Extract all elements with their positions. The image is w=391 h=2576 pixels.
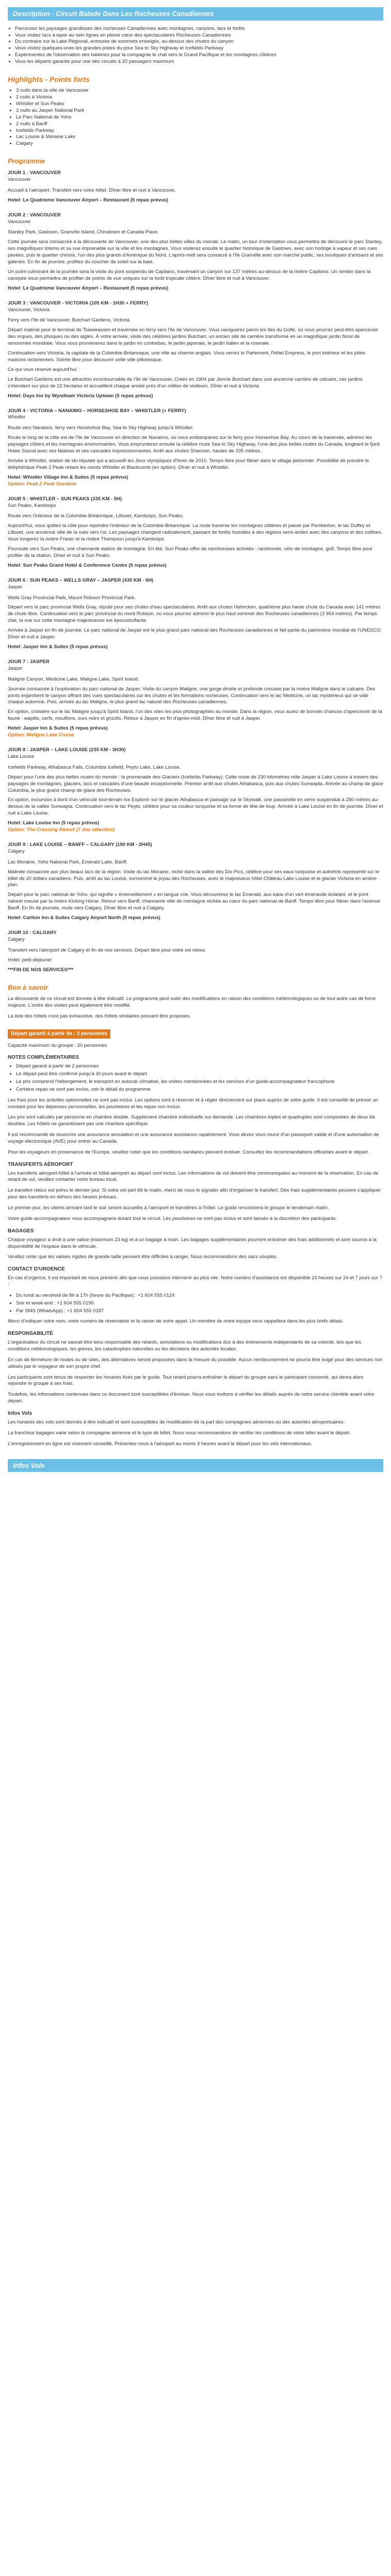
day-location: Whistler	[8, 414, 26, 420]
contact-item: • Soir et week-end : +1 604 555 0199	[16, 1300, 383, 1307]
transfer-paragraphs	[8, 1171, 383, 1223]
day-option: Option: Maligne Lake Cruise	[8, 732, 74, 738]
responsibility-title: RESPONSABILITÉ	[8, 1331, 53, 1337]
info-title: Bon à savoir	[8, 983, 48, 991]
day-hotel: Hotel: Days Inn by Wyndham Victoria Uptown (5 repas prévus)	[8, 393, 153, 399]
day-paragraph: Aujourd'hui, vous quittez la côte pour rejoindre l'intérieur de la Colombie-Britannique. La route traverse les montagnes côtières et passe par Pemberton, le lac Duffey et Lillooet, une ancienne ville de la ruée vers l'or. Les paysages changent radicalement, passant de forêts humides à des régions semi-arides avec des canyons et des collines. Vous longerez la rivière Fraser et la rivière Thompson jusqu'à Kamloops.	[8, 523, 383, 543]
day-paragraph: Continuation vers Victoria, la capitale de la Colombie-Britannique, une ville au charme anglais. Vous verrez le Parlement, l'hôtel Empress, le port intérieur et les jolies maisons victoriennes. Soirée libre pour découvrir cette ville pittoresque.	[8, 350, 366, 363]
highlight-item: • 2 nuits à Victoria	[16, 94, 383, 101]
day-paragraph: Journée consacrée à l'exploration du parc national de Jasper. Visite du canyon Maligne, une gorge étroite et profonde creusée par la rivière Maligne dans le calcaire. Des ponts enjambent le canyon offrant des vues spectaculaires sur les chutes et les formations rocheuses. Continuation vers le lac Medicine, un lac mystérieux qui se vide chaque automne. Puis, arrivée au lac Maligne, le plus grand lac naturel des Rocheuses canadiennes.	[8, 686, 376, 705]
notes-title: NOTES COMPLÉMENTAIRES	[8, 1055, 79, 1061]
page	[8, 0, 383, 1472]
contact-item: • Du lundi au vendredi de 8h à 17h (heure du Pacifique) : +1 604 555 0124	[16, 1293, 383, 1299]
program-days	[8, 170, 383, 974]
day-paragraph: Transfert vers l'aéroport de Calgary et fin de nos services. Départ libre pour votre vol retour.	[8, 947, 206, 953]
day-title: JOUR 1 : VANCOUVER	[8, 170, 61, 176]
program-day	[8, 578, 383, 651]
day-paragraph: Cette journée sera consacrée à la découverte de Vancouver, une des plus belles villes du monde. Le matin, un tour d'orientation vous permettra de découvrir le parc Stanley, ses magnifiques totems et sa vue imprenable sur la ville et les montagnes. Vous visiterez ensuite le quartier historique de Gastown, avec son horloge à vapeur et ses rues pavées, puis le quartier chinois, l'un des plus grands d'Amérique du Nord. L'après-midi sera consacré à l'île Granville avec son marché public, ses boutiques d'artisans et ses galeries. En fin de journée, profitez du coucher de soleil sur la baie.	[8, 239, 383, 265]
baggage-paragraph: Chaque voyageur a droit à une valise (maximum 23 kg) et à un bagage à main. Les bagages supplémentaires pourront entraîner des frais additionnels et sont soumis à la disponibilité de l'espace dans le véhicule.	[8, 1236, 377, 1249]
flight-info-banner: Infos Vols	[8, 1459, 383, 1472]
responsibility-paragraph: En cas de fermeture de routes ou de sites, des alternatives seront proposées dans la mesure du possible. Aucun remboursement ne pourra être exigé pour des services non utilisés par le voyageur de son propre chef.	[8, 1357, 383, 1369]
day-paragraph: Départ matinal pour le terminal de Tsawwassen et traversée en ferry vers l'île de Vancouver. Vous naviguerez parmi les îles du Golfe, où vous pourrez peut-être apercevoir des orques, des phoques ou des aigles. À votre arrivée, visite des célèbres jardins Butchart, un ancien site de carrière transformé en un magnifique jardin floral de renommée mondiale. Vous vous promènerez dans le jardin en contrebas, le jardin japonais, le jardin italien et la roseraie.	[8, 327, 379, 347]
day-hotel: Hotel: Le Quatrieme Vancouver Airport – Restaurant (5 repas prévus)	[8, 285, 169, 291]
highlight-item: • Whistler et Sun Peaks	[16, 101, 383, 108]
flight-info-paragraphs	[8, 1419, 383, 1448]
day-paragraph: Le Butchart Gardens est une attraction incontournable de l'île de Vancouver. Créés en 1904 par Jennie Butchart dans une ancienne carrière de calcaire, ces jardins s'étendent sur plus de 22 hectares et accueillent chaque année près d'un million de visiteurs. Dîner et nuit à Victoria.	[8, 376, 363, 389]
responsibility-paragraph: L'organisateur du circuit ne saurait être tenu responsable des retards, annulations ou modifications dus à des événements indépendants de sa volonté, tels que les conditions météorologiques, les grèves, les catastrophes naturelles ou les décisions des autorités locales.	[8, 1339, 362, 1352]
day-paragraph: Un point culminant de la journée sera la visite du pont suspendu de Capilano, traversant un canyon sur 137 mètres au-dessus de la rivière Capilano. Un sentier dans la canopée vous permettra de profiter de points de vue uniques sur la forêt tropicale côtière. Dîner libre et nuit à Vancouver.	[8, 268, 371, 281]
program-day	[8, 408, 383, 488]
flight-info-paragraph: La franchise bagages varie selon la compagnie aérienne et le type de billet. Nous vous recommandons de vérifier les conditions de votre billet avant le départ.	[8, 1430, 351, 1436]
day-paragraph: Stanley Park, Gastown, Granville Island, Chinatown et Canada Place.	[8, 229, 159, 235]
program-day	[8, 842, 383, 922]
day-hotel: Hotel: Sun Peaks Grand Hotel & Conference Centre (5 repas prévus)	[8, 562, 167, 568]
highlight-item: • Le Parc National de Yoho	[16, 114, 383, 121]
day-location: Jasper	[8, 665, 23, 671]
day-hotel: Hotel: Lake Louise Inn (5 repas prévus)	[8, 820, 100, 826]
day-hotel: Hotel: Jasper Inn & Suites (5 repas prévus)	[8, 644, 108, 650]
day-paragraph: Ce qui vous réserve aujourd'hui :	[8, 366, 79, 372]
note-item: • Certains repas ne sont pas inclus, voir le détail du programme	[16, 1087, 383, 1093]
day-location: Sun Peaks, Kamloops	[8, 502, 56, 509]
contact-title: CONTACT D'URGENCE	[8, 1266, 65, 1273]
note-paragraph: Les prix sont calculés par personne en chambre double. Supplément chambre individuelle sur demande. Les chambres triples et quadruples sont composées de deux lits doubles. Les hôtels ne garantissent pas une chambre spécifique.	[8, 1114, 376, 1127]
highlight-item: • 2 nuits à Banff	[16, 121, 383, 128]
program-day	[8, 170, 383, 204]
contact-list	[8, 1293, 383, 1315]
intro-list	[8, 26, 383, 65]
day-hotel: ***FIN DE NOS SERVICES***	[8, 967, 74, 973]
info-intro-3: Capacité maximum du groupe : 20 personnes	[8, 1042, 107, 1048]
intro-item: • Parcourez les paysages grandioses des rocheuses Canadiennes avec montagnes, canyons, lacs et forêts	[15, 26, 383, 32]
day-paragraph: Ferry vers l'île de Vancouver, Butchart Gardens, Victoria.	[8, 317, 131, 324]
day-paragraph: Route vers Nanaimo, ferry vers Horseshoe Bay, Sea to Sky Highway jusqu'à Whistler.	[8, 425, 194, 431]
day-paragraph: Route vers l'intérieur de la Colombie-Britannique, Lillooet, Kamloops, Sun Peaks.	[8, 513, 184, 519]
contact-item: • Par SMS (WhatsApp) : +1 604 555 0187	[16, 1308, 383, 1315]
contact-intro: En cas d'urgence, il est important de nous prévenir afin que nous puissions intervenir au plus vite. Notre numéro d'assistance est disponible 24 heures sur 24 et 7 jours sur 7 :	[8, 1275, 383, 1287]
day-paragraph: Départ pour le parc national de Yoho, qui signifie « émerveillement » en langue crie. Vous découvrirez le lac Emerald, aux eaux d'un vert émeraude éclatant, et le pont naturel creusé par la rivière Kicking Horse. Retour vers Banff, charmante ville de montagne nichée au cœur du parc national de Banff. Temps libre pour flâner dans l'avenue Banff. En fin de journée, route vers Calgary. Dîner libre et nuit à Calgary.	[8, 892, 381, 911]
highlight-item: • Calgary	[16, 141, 383, 147]
responsibility-paragraphs	[8, 1340, 383, 1405]
day-location: Vancouver, Victoria	[8, 307, 50, 313]
intro-item: • Expérimentez de l'observation des baleines pour la compagnie le chat vers le Grand Pacifique et les montagnes côtières	[15, 52, 383, 59]
day-hotel: Hotel: Whistler Village Inn & Suites (5 repas prévus)	[8, 474, 128, 480]
flight-info-paragraph: Les horaires des vols sont donnés à titre indicatif et sont susceptibles de modification de la part des compagnies aériennes ou des autorités aéroportuaires.	[8, 1419, 345, 1425]
day-hotel: Hotel: Jasper Inn & Suites (5 repas prévus)	[8, 725, 108, 732]
day-title: JOUR 10 : CALGARY	[8, 930, 57, 936]
program-day	[8, 930, 383, 974]
day-paragraph: Arrivée à Jasper en fin de journée. Le parc national de Jasper est le plus grand parc national des Rocheuses canadiennes et fait partie du patrimoine mondial de l'UNESCO. Dîner et nuit à Jasper.	[8, 628, 382, 640]
program-day	[8, 212, 383, 292]
program-day	[8, 496, 383, 569]
highlights-list	[8, 88, 383, 147]
program-day	[8, 659, 383, 739]
highlight-item: • Icefields Parkway	[16, 128, 383, 134]
highlight-item: • 2 nuits au Jasper National Park	[16, 108, 383, 114]
notes-list	[8, 1063, 383, 1093]
intro-item: • Vous visitez lacs à taper au sein lignes en pleine cœur des spectaculaires Rocheuses Canadiennes	[15, 32, 383, 39]
day-paragraph: Wells Gray Provincial Park, Mount Robson Provincial Park.	[8, 595, 136, 601]
baggage-paragraph: Veuillez noter que les valises rigides de grande taille peuvent être difficiles à ranger. Nous recommandons des sacs souples.	[8, 1254, 278, 1260]
day-title: JOUR 9 : LAKE LOUISE – BANFF – CALGARY (190 KM - 2H45)	[8, 841, 152, 848]
program-day	[8, 300, 383, 400]
day-location: Calgary	[8, 936, 25, 942]
day-location: Vancouver	[8, 218, 31, 225]
highlights-title: Highlights - Points forts	[8, 75, 90, 84]
day-paragraph: Matinée consacrée aux plus beaux lacs de la région. Visite du lac Moraine, niché dans la vallée des Dix-Pics, célèbre pour ses eaux turquoise et autrefois représenté sur le billet de 20 dollars canadiens. Puis, arrêt au lac Louise, surnommé le joyau des Rocheuses, avec le majestueux hôtel Château Lake Louise et le glacier Victoria en arrière-plan.	[8, 869, 380, 888]
transfer-paragraph: Le premier jour, les clients arrivant tard le soir seront accueillis à l'aéroport et transférés à l'hôtel. Le guide rencontrera le groupe le lendemain matin.	[8, 1205, 329, 1211]
day-paragraph: Arrivée à Whistler, station de ski réputée qui a accueilli les Jeux olympiques d'hiver de 2010. Temps libre pour flâner dans le village piétonnier. Possibilité de prendre le téléphérique Peak 2 Peak reliant les monts Whistler et Blackcomb (en option). Dîner et nuit à Whistler.	[8, 457, 369, 470]
page-title-banner: Description - Circuit Balade Dans Les Rocheuses Canadiennes	[8, 7, 383, 21]
day-title: JOUR 4 : VICTORIA – NANAIMO – HORSESHOE BAY – WHISTLER (+ FERRY)	[8, 408, 186, 414]
day-paragraph: Maligne Canyon, Medicine Lake, Maligne Lake, Spirit Island.	[8, 676, 139, 682]
flight-info-title: Infos Vols	[8, 1411, 32, 1417]
day-title: JOUR 3 : VANCOUVER - VICTORIA (105 KM - 1H30 + FERRY)	[8, 300, 149, 306]
note-item: • Le départ peut être confirmé jusqu'à 30 jours avant le départ	[16, 1071, 383, 1078]
day-paragraph: Accueil à l'aéroport. Transfert vers votre hôtel. Dîner libre et nuit à Vancouver.	[8, 187, 176, 193]
note-item: • Le prix comprend l'hébergement, le transport en autocar climatisé, les visites mentionnées et les services d'un guide-accompagnateur francophone	[16, 1079, 383, 1086]
day-location: Calgary	[8, 848, 25, 854]
day-location: Vancouver	[8, 176, 31, 182]
day-paragraph: Icefields Parkway, Athabasca Falls, Columbia Icefield, Peyto Lake, Lake Louise.	[8, 764, 181, 770]
day-option: Option: Peak 2 Peak Gondola	[8, 481, 76, 487]
day-paragraph: Départ vers le parc provincial Wells Gray, réputé pour ses chutes d'eau spectaculaires. Arrêt aux chutes Helmcken, quatrième plus haute chute du Canada avec 141 mètres de chute libre. Continuation vers le parc provincial du mont Robson, où vous pourrez admirer le plus haut sommet des Rocheuses canadiennes (3 954 mètres). Par temps clair, la vue sur cette montagne majestueuse est époustouflante.	[8, 604, 381, 624]
transfer-paragraph: Le transfert retour est prévu le dernier jour. Si votre vol part tôt le matin, merci de nous le signaler afin d'organiser le transfert. Des frais supplémentaires peuvent s'appliquer pour des transferts en dehors des heures prévues.	[8, 1188, 381, 1200]
highlight-item: • Lac Louise & Moraine Lake	[16, 134, 383, 141]
info-intro-2: La liste des hôtels n'est pas exhaustive, des hôtels similaires pouvant être proposés.	[8, 1013, 191, 1020]
day-paragraph: Hotel: petit-déjeuner	[8, 957, 52, 963]
highlight-item: • 3 nuits dans la ville de Vancouver	[16, 88, 383, 94]
day-title: JOUR 2 : VANCOUVER	[8, 212, 61, 218]
day-title: JOUR 6 : SUN PEAKS – WELLS GRAY – JASPER (430 KM - 6H)	[8, 577, 154, 583]
intro-item: • Vous visitez quelques-unes les grandes pistes du pour Sea to Sky Highway et Icefields Parkway	[15, 45, 383, 52]
baggage-paragraphs	[8, 1237, 383, 1261]
info-intro: La découverte de ce circuit est donnée à titre indicatif. Le programme peut subir des modifications en raison des conditions météorologiques ou de tout autre cas de force majeure. L'ordre des visites peut également être modifié.	[8, 996, 376, 1009]
day-title: JOUR 8 : JASPER – LAKE LOUISE (235 KM - 3H30)	[8, 747, 126, 753]
day-paragraph: En option, croisière sur le lac Maligne jusqu'à Spirit Island, l'un des sites les plus photographiés au monde. Dans la région, vous aurez de bonnes chances d'apercevoir de la faune : wapitis, cerfs, mouflons, ours noirs et grizzlis. Retour à Jasper en fin d'après-midi. Dîner libre et nuit à Jasper.	[8, 709, 382, 722]
responsibility-paragraph: Toutefois, les informations contenues dans ce document sont susceptibles d'évoluer. Nous vous invitons à vérifier les détails auprès de notre service clientèle avant votre départ.	[8, 1392, 374, 1404]
day-hotel: Hotel: Le Quatrieme Vancouver Airport – Restaurant (5 repas prévus)	[8, 197, 169, 203]
guaranteed-departure-badge: Départ garanti à partir de : 2 personnes	[8, 1029, 110, 1039]
transfer-paragraph: Votre guide-accompagnateur vous accompagnera durant tout le circuit. Les pourboires ne sont pas inclus et sont laissés à la discrétion des participants.	[8, 1216, 337, 1222]
day-paragraph: Lac Moraine, Yoho National Park, Emerald Lake, Banff.	[8, 859, 128, 865]
day-option: Option: The Crossing Resort (7 Jou sélection)	[8, 827, 115, 833]
day-title: JOUR 7 : JASPER	[8, 658, 50, 665]
transfer-title: TRANSFERTS AÉROPORT	[8, 1161, 73, 1167]
day-paragraph: Départ pour l'une des plus belles routes du monde : la promenade des Glaciers (Icefields Parkway). Cette route de 230 kilomètres relie Jasper à Lake Louise à travers des paysages de montagnes, glaciers, lacs et cascades d'une beauté exceptionnelle. Premier arrêt aux chutes Athabasca, puis aux chutes Sunwapta. Arrivée au champ de glace Columbia, le plus grand champ de glace des Rocheuses.	[8, 774, 383, 793]
note-paragraph: Il est recommandé de souscrire une assurance annulation et une assurance assistance rapatriement. Vous devez vous munir d'un passeport valide et d'une autorisation de voyage électronique (AVE) pour entrer au Canada.	[8, 1132, 379, 1145]
contact-paragraph: Merci d'indiquer votre nom, votre numéro de réservation et la raison de votre appel. Un membre de notre équipe vous rappellera dans les plus brefs délais.	[8, 1318, 344, 1325]
info-block	[8, 996, 383, 1447]
day-paragraph: Poursuite vers Sun Peaks, une charmante station de montagne. En été, Sun Peaks offre de nombreuses activités : randonnée, vélo de montagne, golf. Temps libre pour profiter de la station. Dîner et nuit à Sun Peaks.	[8, 546, 373, 558]
transfer-paragraph: Les transferts aéroport-hôtel à l'arrivée et hôtel-aéroport au départ sont inclus. Les informations de vol doivent être communiquées au moment de la réservation. En cas de retard de vol, veuillez contacter notre bureau local.	[8, 1170, 379, 1183]
day-paragraph: En option, excursion à bord d'un véhicule tout-terrain Ice Explorer sur le glacier Athabasca et passage sur le Skywalk, une passerelle en verre suspendue à 280 mètres au-dessus de la vallée Sunwapta. Continuation vers le lac Peyto, célèbre pour sa couleur turquoise et sa forme de tête de loup. Arrivée à Lake Louise en fin de journée. Dîner et nuit à Lake Louise.	[8, 797, 383, 817]
day-location: Lake Louise	[8, 753, 35, 759]
program-title: Programme	[8, 157, 45, 165]
notes-paragraphs	[8, 1097, 383, 1156]
note-paragraph: Pour les voyageurs en provenance de l'Europe, veuillez noter que les conditions sanitaires peuvent évoluer. Consultez les recommandations officielles avant le départ.	[8, 1149, 369, 1156]
baggage-title: BAGAGES	[8, 1228, 34, 1234]
day-title: JOUR 5 : WHISTLER – SUN PEAKS (335 KM - 5H)	[8, 496, 122, 502]
intro-item: • Vous les départs garantis pour une des circuits à 20 passagers maximum	[15, 59, 383, 65]
responsibility-paragraph: Les participants sont tenus de respecter les horaires fixés par le guide. Tout retard pourra entraîner le départ du groupe sans le participant concerné, qui devra alors rejoindre le groupe à ses frais.	[8, 1374, 364, 1387]
flight-info-paragraph: L'enregistrement en ligne est vivement conseillé. Présentez-vous à l'aéroport au moins 3 heures avant le départ pour les vols internationaux.	[8, 1440, 313, 1447]
day-location: Jasper	[8, 584, 23, 590]
day-paragraph: Route le long de la côte est de l'île de Vancouver en direction de Nanaimo, où vous embarquerez sur le ferry pour Horseshoe Bay. Au cours de la traversée, admirez les paysages côtiers et les montagnes environnantes. Vous emprunterez ensuite la célèbre route Sea to Sky Highway, l'une des plus belles routes du Canada, longeant le fjord Howe Sound avec ses falaises et ses cascades impressionnantes. Arrêt aux chutes Shannon, hautes de 335 mètres.	[8, 435, 380, 454]
day-hotel: Hotel: Carlton Inn & Suites Calgary Airport North (5 repas prévus)	[8, 915, 160, 921]
program-day	[8, 747, 383, 834]
note-paragraph: Les frais pour les activités optionnelles ne sont pas inclus. Les options sont à réserver et à régler directement sur place auprès de votre guide. Il est conseillé de prévoir un montant pour les dépenses personnelles, les pourboires et les repas non inclus.	[8, 1097, 378, 1110]
note-item: • Départ garanti à partir de 2 personnes	[16, 1063, 383, 1070]
intro-item: • Du contraire sur la Lake Régional, entourée de sommets enneigés, au-dessus des chutes du canyon	[15, 39, 383, 45]
